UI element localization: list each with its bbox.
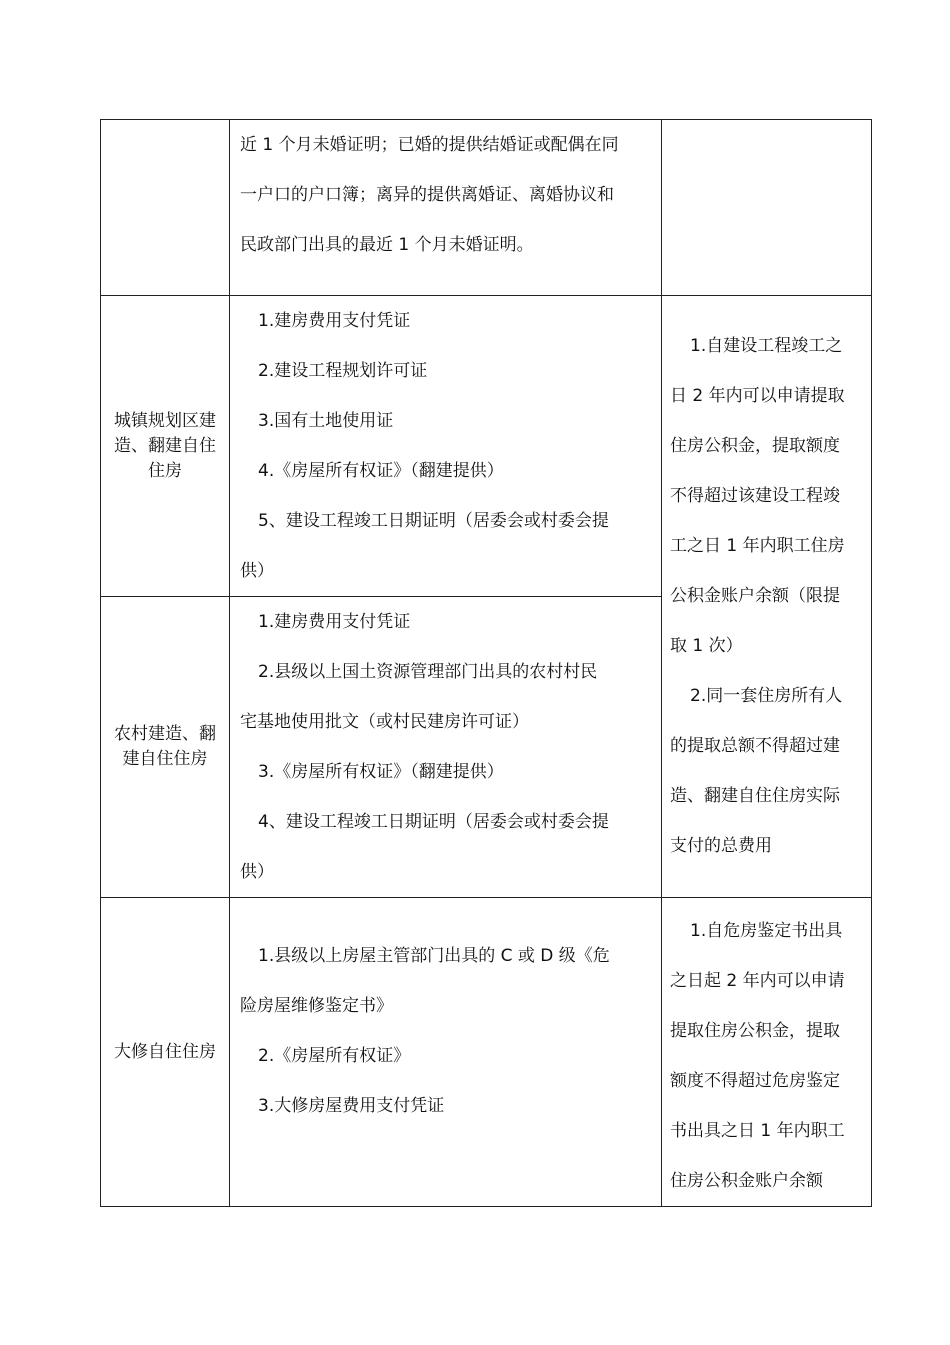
condition-line: 取 1 次） — [670, 636, 743, 656]
category-label: 农村建造、翻建自住住房 — [114, 724, 216, 769]
condition-line: 2.同一套住房所有人 — [690, 686, 843, 706]
material-line: 2.《房屋所有权证》 — [258, 1046, 411, 1066]
condition-line: 住房公积金账户余额 — [670, 1171, 823, 1191]
conditions-cell-empty — [662, 120, 872, 296]
materials-cell — [230, 898, 662, 1207]
materials-cell — [230, 597, 662, 898]
category-label: 大修自住住房 — [114, 1041, 216, 1062]
policy-table — [100, 119, 872, 1207]
material-line: 一户口的户口簿；离异的提供离婚证、离婚协议和 — [240, 185, 614, 205]
conditions-cell — [662, 898, 872, 1207]
material-line: 1.建房费用支付凭证 — [258, 311, 411, 331]
material-line: 4、建设工程竣工日期证明（居委会或村委会提 — [258, 812, 609, 832]
category-cell-empty — [101, 120, 230, 296]
category-label: 城镇规划区建造、翻建自住住房 — [114, 410, 216, 481]
material-line: 近 1 个月未婚证明；已婚的提供结婚证或配偶在同 — [240, 135, 619, 155]
condition-line: 日 2 年内可以申请提取 — [670, 386, 845, 406]
material-line: 2.建设工程规划许可证 — [258, 361, 428, 381]
table-row — [101, 898, 872, 1207]
condition-line: 公积金账户余额（限提 — [670, 586, 840, 606]
materials-cell — [230, 120, 662, 296]
table-row — [101, 296, 872, 597]
material-line: 1.建房费用支付凭证 — [258, 612, 411, 632]
table-row — [101, 120, 872, 296]
condition-line: 书出具之日 1 年内职工 — [670, 1121, 845, 1141]
material-line: 3.大修房屋费用支付凭证 — [258, 1096, 445, 1116]
material-line: 险房屋维修鉴定书》 — [240, 996, 393, 1016]
material-line: 供） — [240, 862, 274, 882]
material-line: 1.县级以上房屋主管部门出具的 C 或 D 级《危 — [258, 946, 610, 966]
material-line: 宅基地使用批文（或村民建房许可证） — [240, 712, 529, 732]
material-line: 民政部门出具的最近 1 个月未婚证明。 — [240, 235, 534, 255]
condition-line: 1.自建设工程竣工之 — [690, 336, 843, 356]
category-cell — [101, 296, 230, 597]
conditions-cell — [662, 296, 872, 898]
condition-line: 住房公积金，提取额度 — [670, 436, 840, 456]
category-cell — [101, 597, 230, 898]
material-line: 4.《房屋所有权证》（翻建提供） — [258, 461, 504, 481]
condition-line: 的提取总额不得超过建 — [670, 736, 840, 756]
condition-line: 之日起 2 年内可以申请 — [670, 971, 845, 991]
condition-line: 1.自危房鉴定书出具 — [690, 921, 843, 941]
condition-line: 提取住房公积金，提取 — [670, 1021, 840, 1041]
material-line: 2.县级以上国土资源管理部门出具的农村村民 — [258, 662, 598, 682]
material-line: 5、建设工程竣工日期证明（居委会或村委会提 — [258, 511, 609, 531]
materials-cell — [230, 296, 662, 597]
category-cell — [101, 898, 230, 1207]
material-line: 供） — [240, 561, 274, 581]
condition-line: 额度不得超过危房鉴定 — [670, 1071, 840, 1091]
condition-line: 支付的总费用 — [670, 836, 772, 856]
condition-line: 造、翻建自住住房实际 — [670, 786, 840, 806]
condition-line: 不得超过该建设工程竣 — [670, 486, 840, 506]
condition-line: 工之日 1 年内职工住房 — [670, 536, 845, 556]
material-line: 3.国有土地使用证 — [258, 411, 394, 431]
material-line: 3.《房屋所有权证》（翻建提供） — [258, 762, 504, 782]
